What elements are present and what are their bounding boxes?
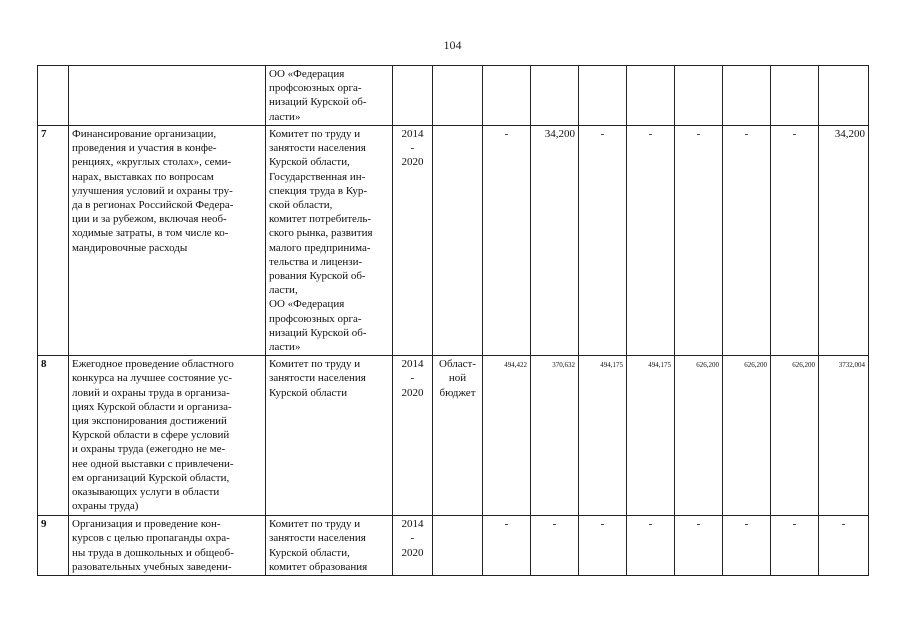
years-end: 2020 bbox=[401, 156, 424, 169]
value-cell-text: 34,200 bbox=[834, 128, 865, 140]
value-cell bbox=[579, 66, 627, 126]
value-cell-text: - bbox=[648, 518, 653, 531]
value-cell bbox=[723, 516, 771, 576]
value-cell bbox=[819, 356, 869, 516]
value-cell-text: 494,175 bbox=[648, 361, 671, 370]
value-cell-text: 34,200 bbox=[544, 128, 575, 140]
value-cell bbox=[531, 66, 579, 126]
executor-cell-text: Комитет по труду и занятости населения Курской области, комитет образования bbox=[269, 518, 368, 573]
executor-cell bbox=[266, 66, 393, 126]
page-number: 104 bbox=[443, 38, 462, 52]
value-cell-text: 626,200 bbox=[792, 361, 815, 370]
row-number-cell bbox=[38, 516, 69, 576]
value-cell-text: 370,632 bbox=[552, 361, 575, 370]
value-cell-text: - bbox=[504, 518, 509, 531]
program-measures-table bbox=[37, 65, 869, 576]
value-cell bbox=[723, 356, 771, 516]
row-number-cell-text: 9 bbox=[41, 518, 47, 531]
value-cell-text: 494,422 bbox=[504, 361, 527, 370]
value-cell-text: 494,175 bbox=[600, 361, 623, 370]
years-start: 2014 bbox=[401, 518, 424, 531]
value-cell bbox=[819, 126, 869, 356]
value-cell bbox=[675, 66, 723, 126]
value-cell-text: - bbox=[504, 128, 509, 140]
value-cell bbox=[723, 66, 771, 126]
years-cell bbox=[393, 66, 433, 126]
value-cell bbox=[675, 126, 723, 356]
measure-description-cell bbox=[69, 356, 266, 516]
years-end: 2020 bbox=[401, 546, 424, 559]
funding-source-cell bbox=[433, 66, 483, 126]
value-cell-text: - bbox=[696, 128, 701, 140]
years-sep: - bbox=[410, 142, 415, 155]
value-cell bbox=[579, 356, 627, 516]
measure-description-cell-text: Ежегодное проведение областного конкурса на лучшее состояние ус- ловий и охраны труда в организа- циях Курской области и организа- ция экспонирования достижений Курской области в сфере условий и охраны труда (ежегодно не ме- нее одной выставки с привлечени- ем организаций Курской области, оказывающих услуги в области охраны труда) bbox=[72, 358, 234, 513]
row-number-cell-text: 7 bbox=[41, 128, 47, 140]
table-row bbox=[38, 516, 869, 576]
years-cell bbox=[393, 126, 433, 356]
value-cell-text: - bbox=[792, 128, 797, 140]
value-cell bbox=[483, 516, 531, 576]
value-cell bbox=[771, 126, 819, 356]
executor-cell-text: Комитет по труду и занятости населения Курской области, Государственная ин- спекция труда в Кур- ской области, комитет потребитель- ского рынка, развития малого предпринима- тельства и лицензи- рования Курской об- ласти, ОО «Федерация профсоюзных орга- низаций Курской об- ласти» bbox=[269, 128, 373, 354]
row-number-cell bbox=[38, 126, 69, 356]
value-cell bbox=[771, 356, 819, 516]
measure-description-cell bbox=[69, 126, 266, 356]
value-cell-text: - bbox=[792, 518, 797, 531]
value-cell-text: - bbox=[841, 518, 846, 531]
value-cell bbox=[771, 66, 819, 126]
executor-cell-text: Комитет по труду и занятости населения Курской области bbox=[269, 358, 366, 399]
table-row bbox=[38, 126, 869, 356]
value-cell bbox=[819, 66, 869, 126]
value-cell bbox=[627, 66, 675, 126]
measure-description-cell bbox=[69, 66, 266, 126]
executor-cell bbox=[266, 356, 393, 516]
funding-source-cell-text: Област- ной бюджет bbox=[439, 358, 476, 399]
funding-source-cell bbox=[433, 356, 483, 516]
value-cell bbox=[675, 356, 723, 516]
measure-description-cell-text: Финансирование организации, проведения и участия в конфе- ренциях, «круглых столах», семи- нарах, выставках по вопросам улучшения условий и охраны тру- да в регионах Российской Федера- ции и за рубежом, включая необ- ходимые затраты, в том числе ко- мандировочные расходы bbox=[72, 128, 234, 254]
measure-description-cell-text: Организация и проведение кон- курсов с целью пропаганды охра- ны труда в дошкольных и общеоб- разовательных учебных заведени- bbox=[72, 518, 234, 573]
value-cell-text: 626,200 bbox=[696, 361, 719, 370]
value-cell-text: - bbox=[600, 518, 605, 531]
value-cell-text: - bbox=[648, 128, 653, 140]
value-cell bbox=[531, 516, 579, 576]
value-cell bbox=[483, 66, 531, 126]
value-cell bbox=[483, 126, 531, 356]
executor-cell bbox=[266, 516, 393, 576]
years-cell bbox=[393, 356, 433, 516]
value-cell bbox=[819, 516, 869, 576]
funding-source-cell bbox=[433, 126, 483, 356]
value-cell-text: - bbox=[696, 518, 701, 531]
row-number-cell bbox=[38, 66, 69, 126]
value-cell-text: 3732,004 bbox=[838, 361, 865, 370]
funding-source-cell bbox=[433, 516, 483, 576]
value-cell bbox=[627, 516, 675, 576]
executor-cell-text: ОО «Федерация профсоюзных орга- низаций Курской об- ласти» bbox=[269, 68, 367, 123]
measure-description-cell bbox=[69, 516, 266, 576]
table-row bbox=[38, 356, 869, 516]
value-cell bbox=[531, 126, 579, 356]
value-cell bbox=[627, 356, 675, 516]
value-cell-text: - bbox=[600, 128, 605, 140]
years-end: 2020 bbox=[401, 386, 424, 399]
value-cell bbox=[771, 516, 819, 576]
value-cell-text: - bbox=[744, 128, 749, 140]
value-cell-text: - bbox=[552, 518, 557, 531]
years-start: 2014 bbox=[401, 128, 424, 140]
executor-cell bbox=[266, 126, 393, 356]
years-start: 2014 bbox=[401, 358, 424, 371]
table-row bbox=[38, 66, 869, 126]
years-sep: - bbox=[410, 532, 415, 545]
value-cell bbox=[483, 356, 531, 516]
row-number-cell bbox=[38, 356, 69, 516]
row-number-cell-text: 8 bbox=[41, 358, 47, 371]
value-cell bbox=[627, 126, 675, 356]
value-cell bbox=[579, 516, 627, 576]
value-cell bbox=[675, 516, 723, 576]
value-cell bbox=[723, 126, 771, 356]
value-cell-text: - bbox=[744, 518, 749, 531]
value-cell-text: 626,200 bbox=[744, 361, 767, 370]
years-cell bbox=[393, 516, 433, 576]
value-cell bbox=[579, 126, 627, 356]
years-sep: - bbox=[410, 372, 415, 385]
value-cell bbox=[531, 356, 579, 516]
